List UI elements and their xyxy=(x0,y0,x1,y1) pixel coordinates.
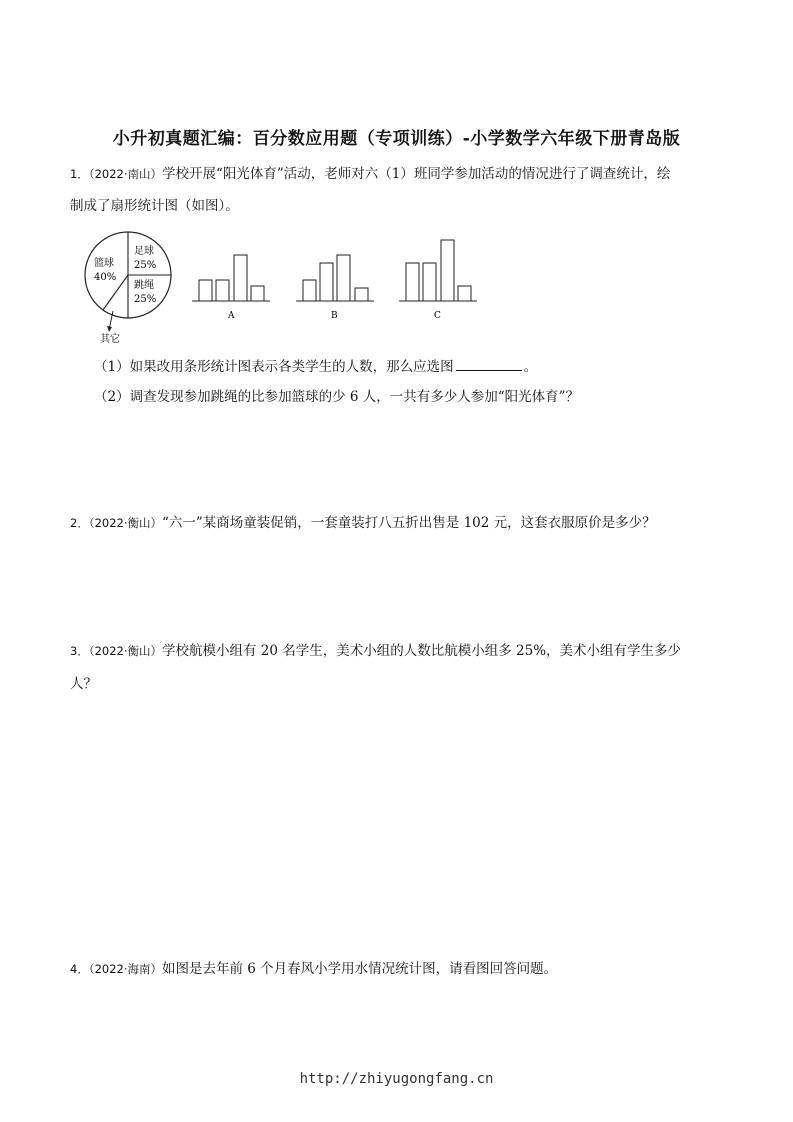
bar-a-2 xyxy=(216,280,229,301)
pie-label-basketball: 篮球 xyxy=(94,258,114,269)
bar-b-4 xyxy=(355,288,368,301)
pie-label-other: 其它 xyxy=(100,334,120,344)
question-3-text-line2: 人？ xyxy=(70,676,97,692)
question-1-source: （2022·南山） xyxy=(88,167,162,181)
bar-b-1 xyxy=(303,280,316,301)
other-pointer-arrow xyxy=(107,326,112,332)
question-1-number: 1． xyxy=(70,167,89,181)
bar-c-1 xyxy=(406,263,419,301)
bar-a-4 xyxy=(251,286,264,301)
question-3-text-line1: 学校航模小组有 20 名学生，美术小组的人数比航模小组多 25%，美术小组有学生多少 xyxy=(162,643,682,659)
pie-chart xyxy=(85,232,171,344)
question-3-number: 3． xyxy=(70,644,89,658)
question-1-text-line1: 学校开展“阳光体育”活动，老师对六（1）班同学参加活动的情况进行了调查统计，绘 xyxy=(162,166,671,182)
pie-pct-football: 25% xyxy=(134,260,157,271)
bar-chart-c-label: C xyxy=(434,311,441,321)
question-1-text-line2: 制成了扇形统计图（如图）。 xyxy=(70,198,239,214)
question-4-text: 如图是去年前 6 个月春风小学用水情况统计图，请看图回答问题。 xyxy=(162,961,558,977)
question-4-source: （2022·海南） xyxy=(88,962,162,976)
pie-label-jumprope: 跳绳 xyxy=(134,280,154,291)
bar-c-4 xyxy=(458,286,471,301)
question-4 xyxy=(70,959,730,979)
question-2 xyxy=(70,513,730,533)
answer-blank[interactable] xyxy=(456,356,522,371)
question-2-source: （2022·衡山） xyxy=(88,516,162,530)
pie-label-football: 足球 xyxy=(134,246,154,257)
bar-chart-b xyxy=(296,255,374,321)
bar-chart-b-label: B xyxy=(331,311,338,321)
pie-pct-jumprope: 25% xyxy=(134,294,157,305)
page-title: 小升初真题汇编：百分数应用题（专项训练）-小学数学六年级下册青岛版 xyxy=(112,129,681,149)
bar-c-2 xyxy=(423,263,436,301)
question-1-sub-1-text: （1）如果改用条形统计图表示各类学生的人数，那么应选图 xyxy=(94,359,454,375)
question-4-number: 4． xyxy=(70,962,89,976)
question-1-figures xyxy=(80,222,480,344)
pie-pct-basketball: 40% xyxy=(94,272,117,283)
bar-b-2 xyxy=(320,263,333,301)
question-2-number: 2． xyxy=(70,516,89,530)
question-3 xyxy=(70,641,735,661)
question-2-text: “六一”某商场童装促销，一套童装打八五折出售是 102 元，这套衣服原价是多少？ xyxy=(162,515,656,531)
bar-b-3 xyxy=(337,255,350,301)
question-1-sub-1 xyxy=(94,356,537,377)
question-1-sub-2: （2）调查发现参加跳绳的比参加篮球的少 6 人，一共有多少人参加“阳光体育”？ xyxy=(94,389,580,405)
bar-a-1 xyxy=(199,280,212,301)
bar-c-3 xyxy=(441,240,454,301)
question-1 xyxy=(70,164,730,184)
bar-chart-a xyxy=(192,255,270,321)
question-3-source: （2022·衡山） xyxy=(88,644,162,658)
bar-a-3 xyxy=(234,255,247,301)
bar-chart-c xyxy=(399,240,477,321)
question-1-sub-1-end: 。 xyxy=(523,359,538,375)
bar-chart-a-label: A xyxy=(228,311,235,321)
footer-url[interactable]: http://zhiyugongfang.cn xyxy=(299,1071,494,1087)
